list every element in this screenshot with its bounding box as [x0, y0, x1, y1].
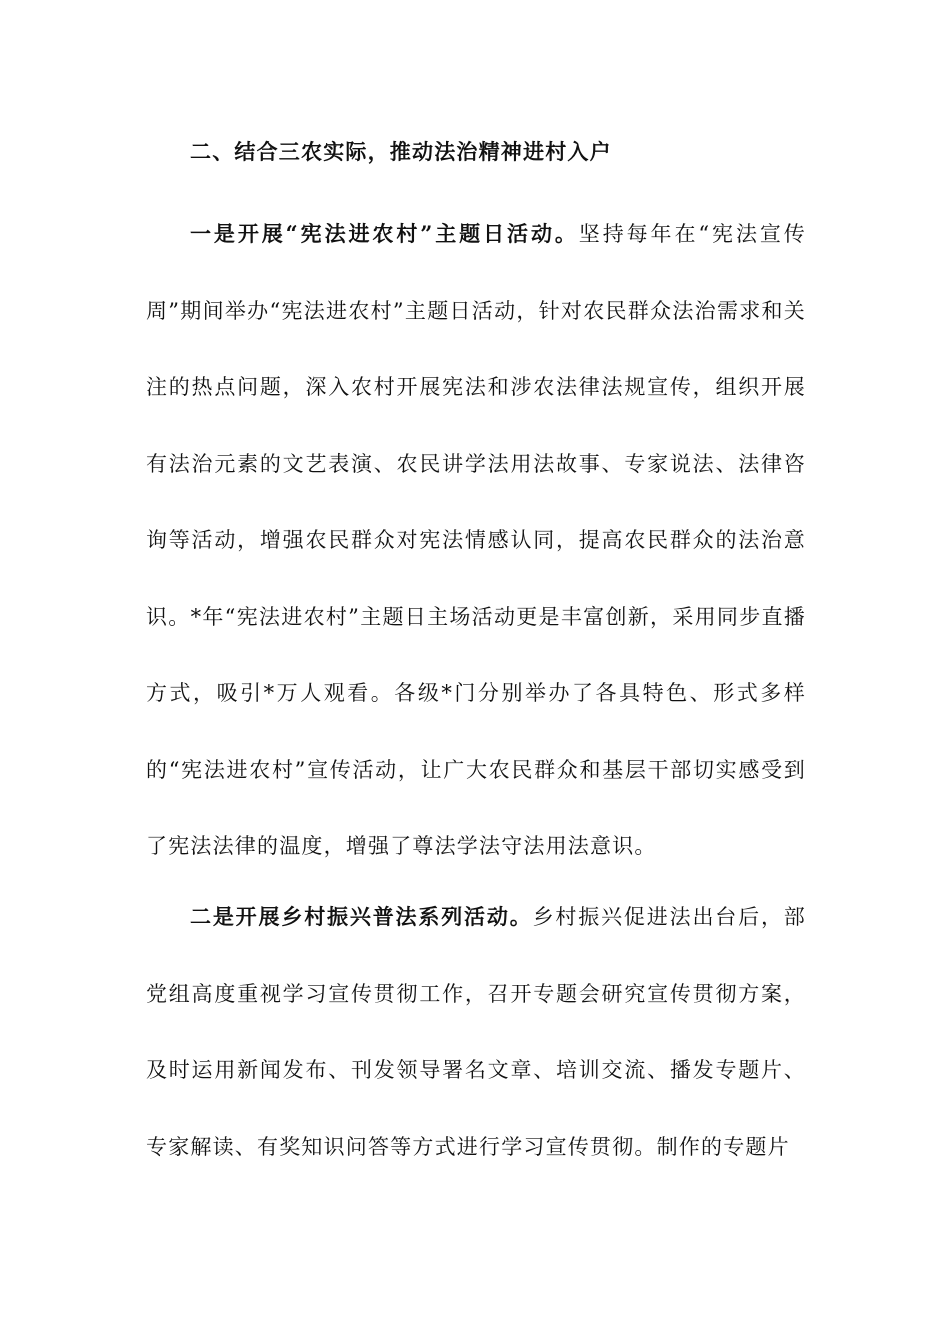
- paragraph-2-body: 乡村振兴促进法出台后，部党组高度重视学习宣传贯彻工作，召开专题会研究宣传贯彻方案，及时运用新闻发布、刊发领导署名文章、培训交流、播发专题片、专家解读、有奖知识问答等方式进行学习宣传贯彻。制作的专题片: [146, 905, 806, 1159]
- paragraph-2-lead: 二是开展乡村振兴普法系列活动。: [190, 904, 533, 929]
- paragraph-1: [146, 196, 806, 885]
- section-heading: 二、结合三农实际，推动法治精神进村入户: [190, 139, 612, 164]
- paragraph-2: [146, 879, 806, 1185]
- paragraph-1-lead: 一是开展“宪法进农村”主题日活动。: [190, 221, 579, 246]
- paragraph-1-body: 坚持每年在“宪法宣传周”期间举办“宪法进农村”主题日活动，针对农民群众法治需求和关注的热点问题，深入农村开展宪法和涉农法律法规宣传，组织开展有法治元素的文艺表演、农民讲学法用法故事、专家说法、法律咨询等活动，增强农民群众对宪法情感认同，提高农民群众的法治意识。*年“宪法进农村”主题日主场活动更是丰富创新，采用同步直播方式，吸引*万人观看。各级*门分别举办了各具特色、形式多样的“宪法进农村”宣传活动，让广大农民群众和基层干部切实感受到了宪法法律的温度，增强了尊法学法守法用法意识。: [146, 222, 806, 858]
